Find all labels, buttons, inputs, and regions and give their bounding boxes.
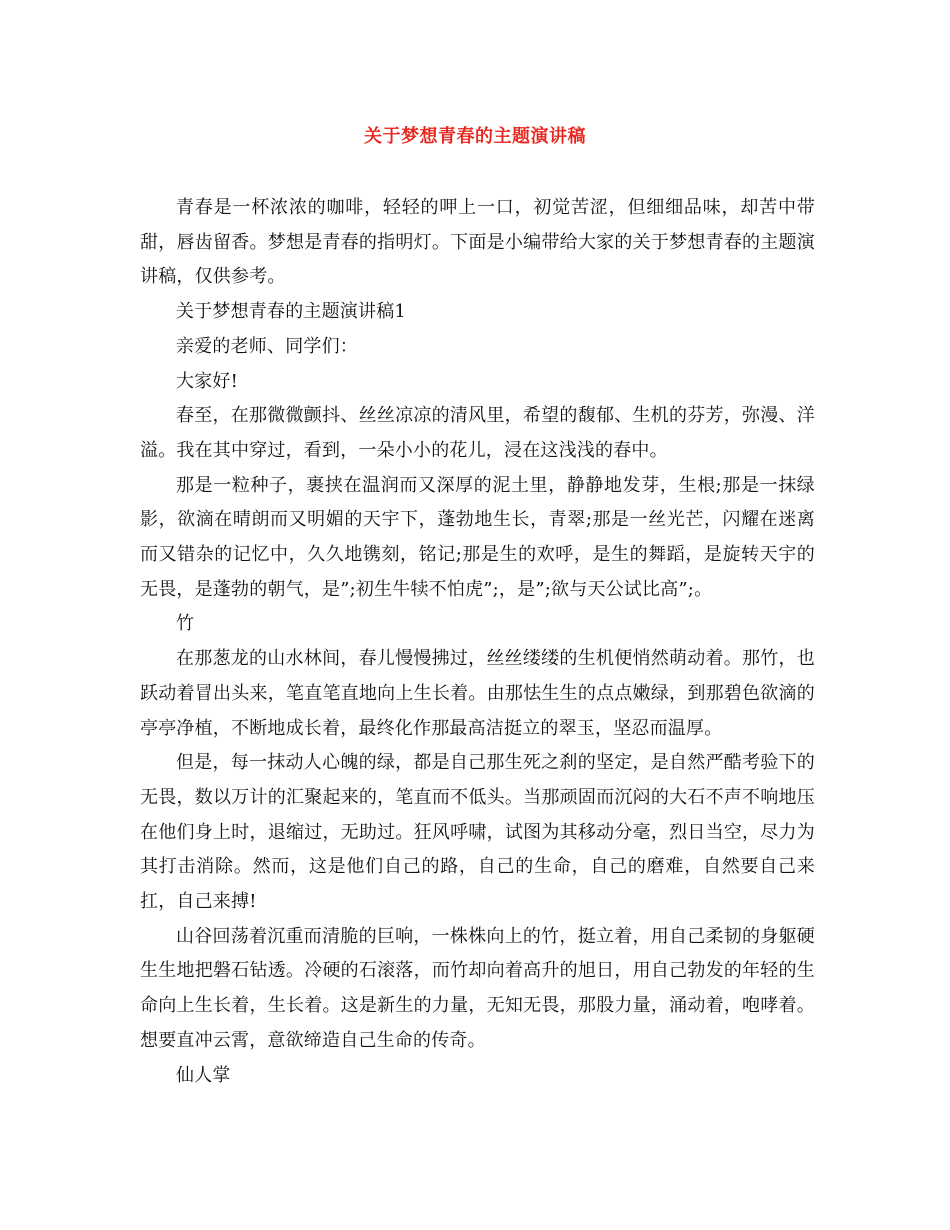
paragraph-bamboo-1: 在那葱龙的山水林间，春儿慢慢拂过，丝丝缕缕的生机便悄然萌动着。那竹，也跃动着冒出头来，笔直笔直地向上生长着。由那怯生生的点点嫩绿，到那碧色欲滴的亭亭净植，不断地成长着，最终化作那最高洁挺立的翠玉，坚忍而温厚。 [140, 648, 815, 739]
paragraph-bamboo-heading: 竹 [176, 613, 195, 635]
paragraph-bamboo-2: 但是，每一抹动人心魄的绿，都是自己那生死之刹的坚定，是自然严酷考验下的无畏，数以万计的汇聚起来的，笔直而不低头。当那顽固而沉闷的大石不声不响地压在他们身上时，退缩过，无助过。狂风呼啸，试图为其移动分毫，烈日当空，尽力为其打击消除。然而，这是他们自己的路，自己的生命，自己的磨难，自然要自己来扛，自己来搏! [140, 752, 815, 913]
paragraph-spring: 春至，在那微微颤抖、丝丝凉凉的清风里，希望的馥郁、生机的芬芳，弥漫、洋溢。我在其中穿过，看到，一朵小小的花儿，浸在这浅浅的春中。 [140, 405, 815, 461]
document-title: 关于梦想青春的主题演讲稿 [364, 126, 586, 147]
paragraph-seed: 那是一粒种子，裹挟在温润而又深厚的泥土里，静静地发芽，生根;那是一抹绿影，欲滴在晴朗而又明媚的天宇下，蓬勃地生长，青翠;那是一丝光芒，闪耀在迷离而又错杂的记忆中，久久地镌刻，铭记;那是生的欢呼，是生的舞蹈，是旋转天宇的无畏，是蓬勃的朝气，是”;初生牛犊不怕虎”;，是”;欲与天公试比高”;。 [140, 474, 815, 600]
paragraph-bamboo-3: 山谷回荡着沉重而清脆的巨响，一株株向上的竹，挺立着，用自己柔韧的身躯硬生生地把磐石钻透。冷硬的石滚落，而竹却向着高升的旭日，用自己勃发的年轻的生命向上生长着，生长着。这是新生的力量，无知无畏，那股力量，涌动着，咆哮着。想要直冲云霄，意欲缔造自己生命的传奇。 [140, 925, 815, 1051]
paragraph-salutation: 亲爱的老师、同学们： [176, 335, 358, 357]
paragraph-intro: 青春是一杯浓浓的咖啡，轻轻的呷上一口，初觉苦涩，但细细品味，却苦中带甜，唇齿留香。梦想是青春的指明灯。下面是小编带给大家的关于梦想青春的主题演讲稿，仅供参考。 [140, 197, 815, 288]
paragraph-cactus-heading: 仙人掌 [176, 1064, 231, 1086]
paragraph-greeting: 大家好! [176, 370, 239, 392]
paragraph-subtitle: 关于梦想青春的主题演讲稿1 [176, 301, 407, 323]
document-body [140, 191, 815, 1093]
